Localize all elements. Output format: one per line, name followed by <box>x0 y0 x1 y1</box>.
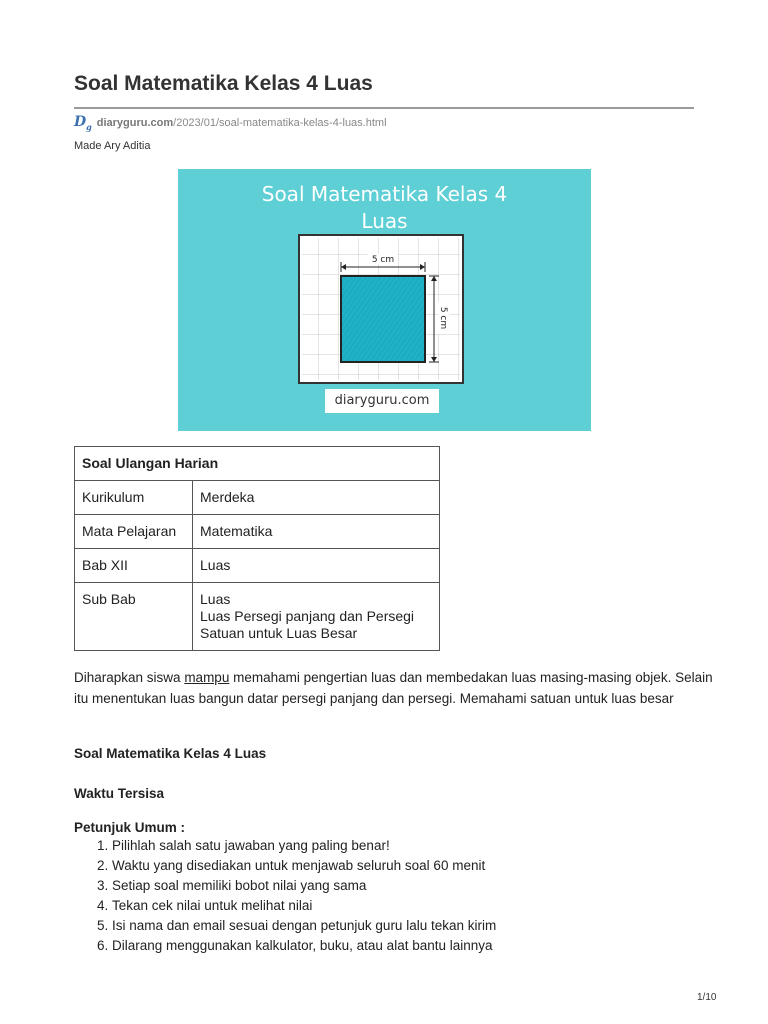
site-logo-sub: g <box>86 121 92 132</box>
table-row <box>75 481 440 515</box>
page-title: Soal Matematika Kelas 4 Luas <box>74 72 373 95</box>
sub-bab-line: Luas Persegi panjang dan Persegi <box>200 608 415 624</box>
intro-text-end: memahami pengertian luas dan membedakan luas masing-masing objek. Selain itu menentukan luas bangun datar persegi panjang dan persegi. Memahami satuan untuk luas besar <box>74 670 713 706</box>
square-diagram <box>298 234 464 384</box>
intro-text-start: Diharapkan siswa <box>74 670 185 685</box>
instructions-list <box>74 836 496 956</box>
title-divider <box>74 107 694 109</box>
table-row <box>75 515 440 549</box>
table-header-row <box>75 447 440 481</box>
sub-bab-line: Luas <box>200 591 231 607</box>
blue-square <box>341 276 425 362</box>
list-item: 1. Pilihlah salah satu jawaban yang paling benar! <box>112 836 496 856</box>
table-row-value <box>193 583 440 651</box>
banner-title <box>178 181 591 235</box>
banner-image <box>178 169 591 431</box>
source-line[interactable] <box>74 114 387 132</box>
table-row-label: Bab XII <box>75 549 193 583</box>
banner-site-label: diaryguru.com <box>325 389 439 413</box>
source-domain[interactable]: diaryguru.com <box>96 116 174 129</box>
table-row-value: Merdeka <box>193 481 440 515</box>
page-number: 1/10 <box>697 992 717 1003</box>
height-label: 5 cm <box>438 306 448 330</box>
site-logo-letter: D <box>74 114 87 130</box>
list-item: 2. Waktu yang disediakan untuk menjawab seluruh soal 60 menit <box>112 856 496 876</box>
list-item: 3. Setiap soal memiliki bobot nilai yang sama <box>112 876 496 896</box>
width-label: 5 cm <box>371 255 395 265</box>
banner-title-line2: Luas <box>361 209 408 233</box>
author-name: Made Ary Aditia <box>74 140 151 152</box>
source-path[interactable]: /2023/01/soal-matematika-kelas-4-luas.html <box>173 116 387 129</box>
table-row-value: Luas <box>193 549 440 583</box>
quiz-title: Soal Matematika Kelas 4 Luas <box>74 746 267 761</box>
intro-link[interactable]: mampu <box>184 670 230 685</box>
info-table <box>74 446 440 651</box>
table-row-value: Matematika <box>193 515 440 549</box>
instructions-heading: Petunjuk Umum : <box>74 820 186 835</box>
table-row <box>75 583 440 651</box>
list-item: 4. Tekan cek nilai untuk melihat nilai <box>112 896 496 916</box>
banner-title-line1: Soal Matematika Kelas 4 <box>261 182 508 206</box>
table-header: Soal Ulangan Harian <box>75 447 440 481</box>
table-row-label: Mata Pelajaran <box>75 515 193 549</box>
table-row <box>75 549 440 583</box>
table-row-label: Kurikulum <box>75 481 193 515</box>
time-left-heading: Waktu Tersisa <box>74 786 165 801</box>
list-item: 5. Isi nama dan email sesuai dengan petunjuk guru lalu tekan kirim <box>112 916 496 936</box>
intro-paragraph <box>74 668 714 709</box>
table-row-label: Sub Bab <box>75 583 193 651</box>
site-logo-icon <box>74 114 92 132</box>
sub-bab-line: Satuan untuk Luas Besar <box>200 625 358 641</box>
list-item: 6. Dilarang menggunakan kalkulator, buku, atau alat bantu lainnya <box>112 936 496 956</box>
